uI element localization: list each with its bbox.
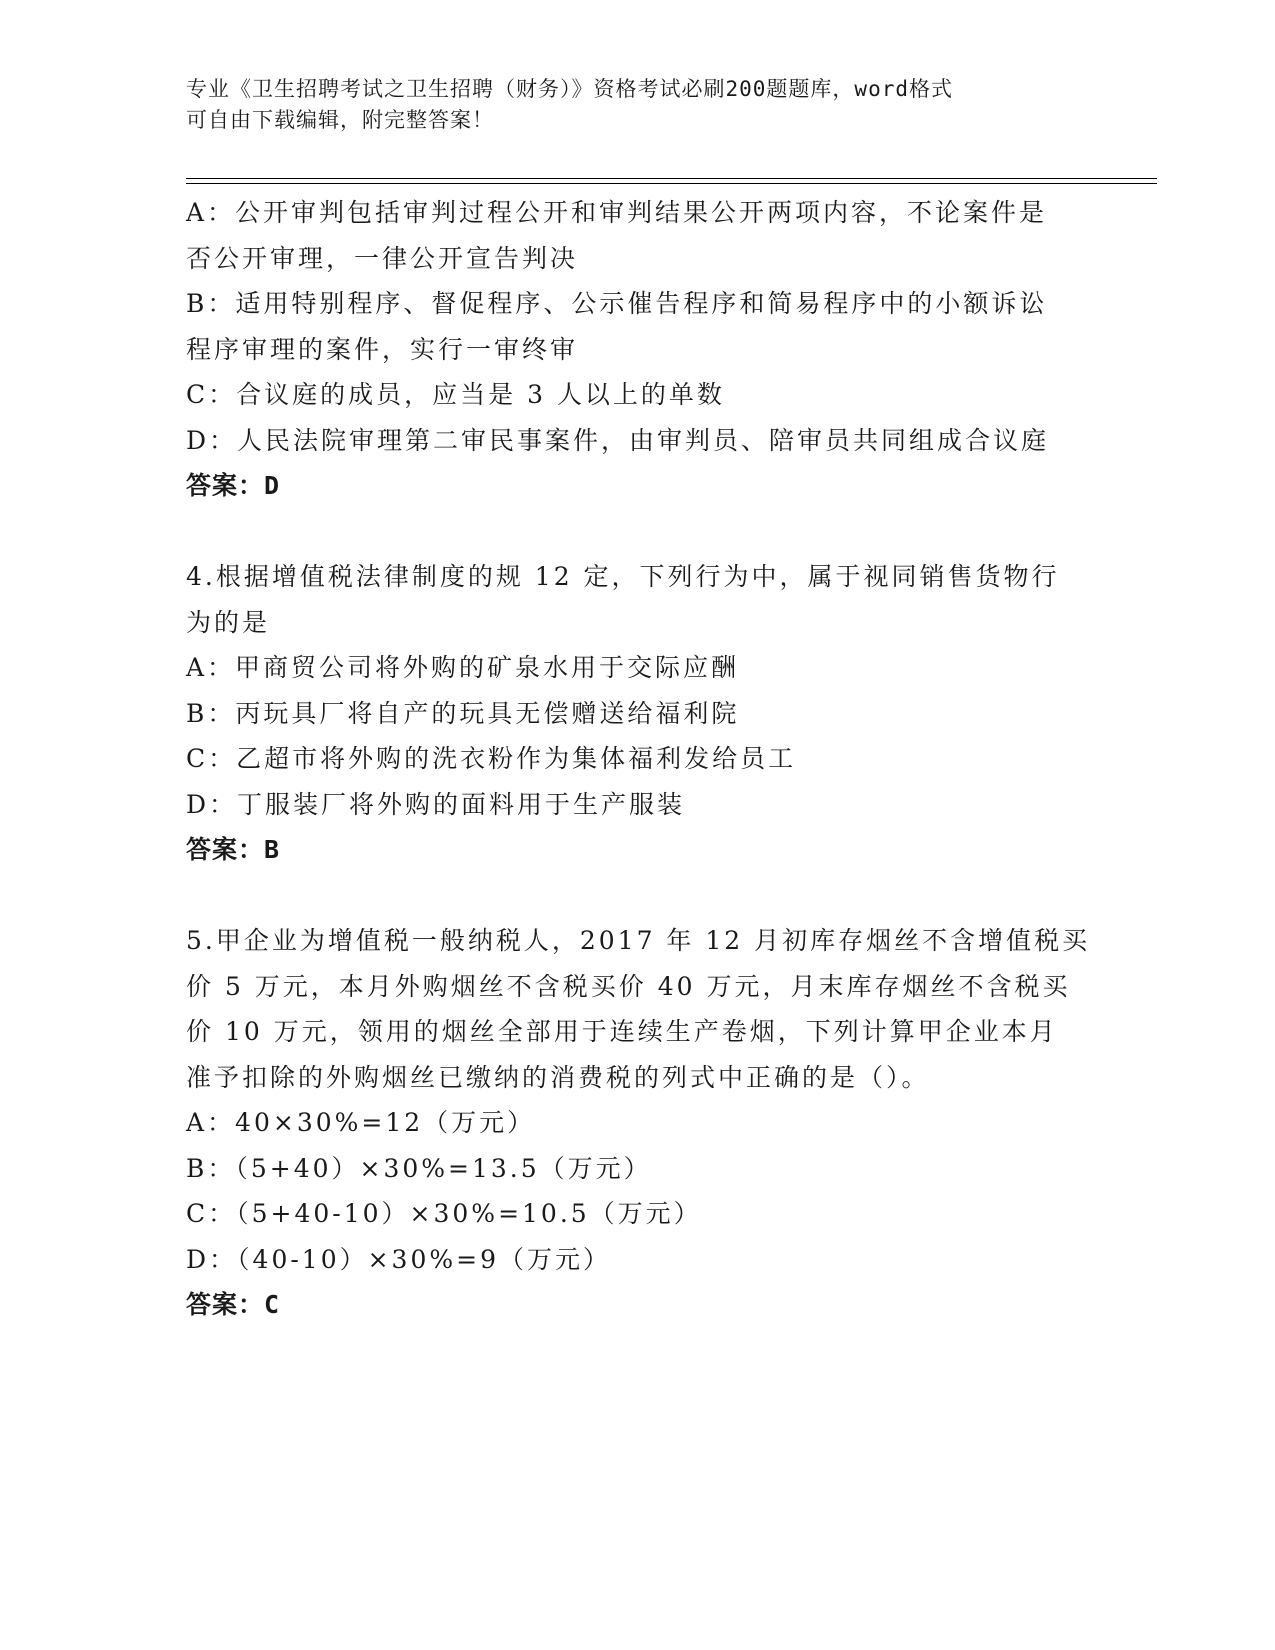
header-divider-top [186,178,1157,179]
q3-option-a-line-1: A：公开审判包括审判过程公开和审判结果公开两项内容，不论案件是 [186,198,1048,227]
q5-stem-line-2: 价 5 万元，本月外购烟丝不含税买价 40 万元，月末库存烟丝不含税买 [186,971,1071,1001]
q3-answer: 答案：D [186,471,281,500]
header-divider-bottom [186,183,1157,184]
q5-option-d: D：（40-10）×30%=9（万元） [186,1244,611,1274]
q4-answer: 答案：B [186,835,281,864]
q3-option-b-line-2: 程序审理的案件，实行一审终审 [186,334,579,364]
q5-stem-line-3: 价 10 万元，领用的烟丝全部用于连续生产卷烟，下列计算甲企业本月 [186,1017,1058,1046]
document-header [186,74,1066,136]
q3-option-c: C：合议庭的成员，应当是 3 人以上的单数 [186,380,725,409]
question-4-block [186,554,1086,873]
q4-option-b: B：丙玩具厂将自产的玩具无偿赠送给福利院 [186,698,740,728]
q3-option-d: D：人民法院审理第二审民事案件，由审判员、陪审员共同组成合议庭 [186,425,1050,455]
header-title-line-2: 可自由下载编辑，附完整答案！ [186,108,494,132]
spacer [186,509,1086,555]
q5-stem-line-1: 5.甲企业为增值税一般纳税人，2017 年 12 月初库存烟丝不含增值税买 [186,926,1091,955]
q5-answer: 答案：C [186,1290,281,1319]
q4-option-c: C：乙超市将外购的洗衣粉作为集体福利发给员工 [186,744,797,773]
question-3-block [186,190,1086,509]
question-list [186,190,1091,1328]
q4-option-d: D：丁服装厂将外购的面料用于生产服装 [186,789,686,819]
q5-option-a: A：40×30%=12（万元） [186,1108,536,1137]
spacer [186,873,1086,919]
q4-stem-line-2: 为的是 [186,607,271,637]
q5-option-b: B：（5+40）×30%=13.5（万元） [186,1153,652,1183]
q3-option-b-line-1: B：适用特别程序、督促程序、公示催告程序和简易程序中的小额诉讼 [186,289,1048,318]
q3-option-a-line-2: 否公开审理，一律公开宣告判决 [186,243,579,273]
q4-option-a: A：甲商贸公司将外购的矿泉水用于交际应酬 [186,653,740,682]
question-5-block [186,918,1091,1328]
q5-stem-line-4: 准予扣除的外购烟丝已缴纳的消费税的列式中正确的是（）。 [186,1062,930,1092]
q5-option-c: C：（5+40-10）×30%=10.5（万元） [186,1199,702,1228]
header-title-line-1: 专业《卫生招聘考试之卫生招聘（财务）》资格考试必刷200题题库，word格式 [186,77,953,101]
q4-stem-line-1: 4.根据增值税法律制度的规 12 定，下列行为中，属于视同销售货物行 [186,562,1060,591]
